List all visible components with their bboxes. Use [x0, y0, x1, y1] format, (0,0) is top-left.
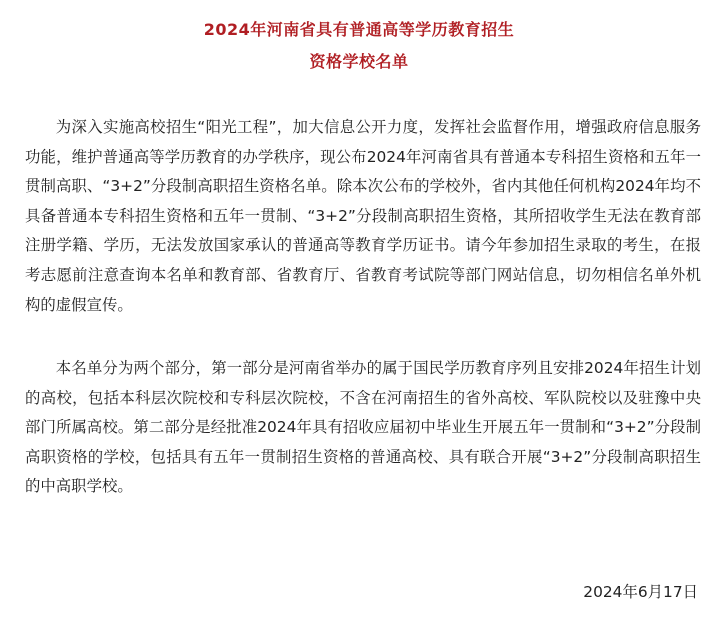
document-title-line-2: 资格学校名单 — [309, 52, 409, 71]
document-title-line-1: 2024年河南省具有普通高等学历教育招生 — [203, 20, 515, 39]
structure-paragraph: 本名单分为两个部分，第一部分是河南省举办的属于国民学历教育序列且安排2024年招生计划的高校，包括本科层次院校和专科层次院校，不含在河南招生的省外高校、军队院校以及驻豫中央部门所属高校。第二部分是经批准2024年具有招收应届初中毕业生开展五年一贯制和“3+2”分段制高职资格的学校，包括具有五年一贯制招生资格的普通高校、具有联合开展“3+2”分段制高职招生的中高职学校。 — [25, 359, 701, 496]
intro-paragraph: 为深入实施高校招生“阳光工程”，加大信息公开力度，发挥社会监督作用，增强政府信息服务功能，维护普通高等学历教育的办学秩序，现公布2024年河南省具有普通本专科招生资格和五年一贯制高职、“3+2”分段制高职招生资格名单。除本次公布的学校外，省内其他任何机构2024年均不具备普通本专科招生资格和五年一贯制、“3+2”分段制高职招生资格，其所招收学生无法在教育部注册学籍、学历，无法发放国家承认的普通高等教育学历证书。请今年参加招生录取的考生，在报考志愿前注意查询本名单和教育部、省教育厅、省教育考试院等部门网站信息，切勿相信名单外机构的虚假宣传。 — [25, 118, 701, 314]
publish-date: 2024年6月17日 — [583, 583, 698, 601]
